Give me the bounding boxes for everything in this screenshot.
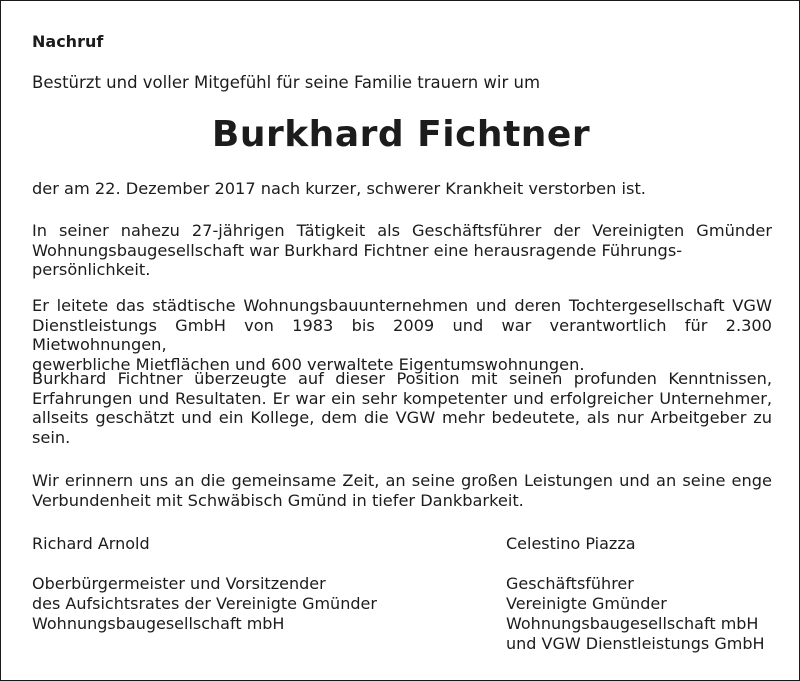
signatory-name: Richard Arnold <box>32 534 150 553</box>
paragraph-line: Verbundenheit mit Schwäbisch Gmünd in tiefer Dankbarkeit. <box>32 490 524 510</box>
paragraph-line: sein. <box>32 427 71 447</box>
paragraph-tribute <box>32 369 772 447</box>
signatory-title-line: Geschäftsführer <box>506 574 634 593</box>
signatory-left <box>32 534 392 634</box>
paragraph-line: Wir erinnern uns an die gemeinsame Zeit, an seine großen Leistungen und an seine enge <box>32 471 772 490</box>
paragraph-line: allseits geschätzt und ein Kollege, dem die VGW mehr bedeutete, als nur Arbeitgeber zu <box>32 408 772 427</box>
paragraph-gratitude <box>32 471 772 510</box>
signatory-title-line: Wohnungsbaugesellschaft mbH <box>506 614 759 633</box>
paragraph-line: gewerbliche Mietflächen und 600 verwaltete Eigentumswohnungen. <box>32 354 585 374</box>
signatory-name: Celestino Piazza <box>506 534 636 553</box>
deceased-name: Burkhard Fichtner <box>211 114 591 155</box>
paragraph-line: Er leitete das städtische Wohnungsbauunternehmen und deren Tochtergesellschaft VGW <box>32 296 772 315</box>
paragraph-line: Wohnungsbaugesellschaft war Burkhard Fichtner eine herausragende Führungs- <box>32 240 683 260</box>
intro-line: Bestürzt und voller Mitgefühl für seine Familie trauern wir um <box>32 73 541 92</box>
paragraph-line: Dienstleistungs GmbH von 1983 bis 2009 und war verantwortlich für 2.300 Mietwohnungen, <box>32 315 772 354</box>
signatory-title-line: und VGW Dienstleistungs GmbH <box>506 634 765 653</box>
paragraph-line: persönlichkeit. <box>32 260 151 279</box>
signatory-title-line: Oberbürgermeister und Vorsitzender <box>32 574 326 593</box>
paragraph-line: Burkhard Fichtner überzeugte auf dieser Position mit seinen profunden Kenntnissen, <box>32 369 772 388</box>
paragraph-line: Erfahrungen und Resultaten. Er war ein sehr kompetenter und erfolgreicher Unternehmer, <box>32 388 772 408</box>
signatory-right <box>506 534 786 654</box>
paragraph-line: In seiner nahezu 27-jährigen Tätigkeit als Geschäftsführer der Vereinigten Gmünder <box>32 221 772 240</box>
paragraph-responsibilities <box>32 296 772 374</box>
signatory-title-line: des Aufsichtsrates der Vereinigte Gmünder <box>32 594 377 613</box>
signatory-title-line: Wohnungsbaugesellschaft mbH <box>32 614 285 633</box>
paragraph-career <box>32 221 772 280</box>
notice-heading: Nachruf <box>32 32 104 51</box>
signatory-title-line: Vereinigte Gmünder <box>506 594 667 613</box>
death-line: der am 22. Dezember 2017 nach kurzer, schwerer Krankheit verstorben ist. <box>32 179 646 198</box>
